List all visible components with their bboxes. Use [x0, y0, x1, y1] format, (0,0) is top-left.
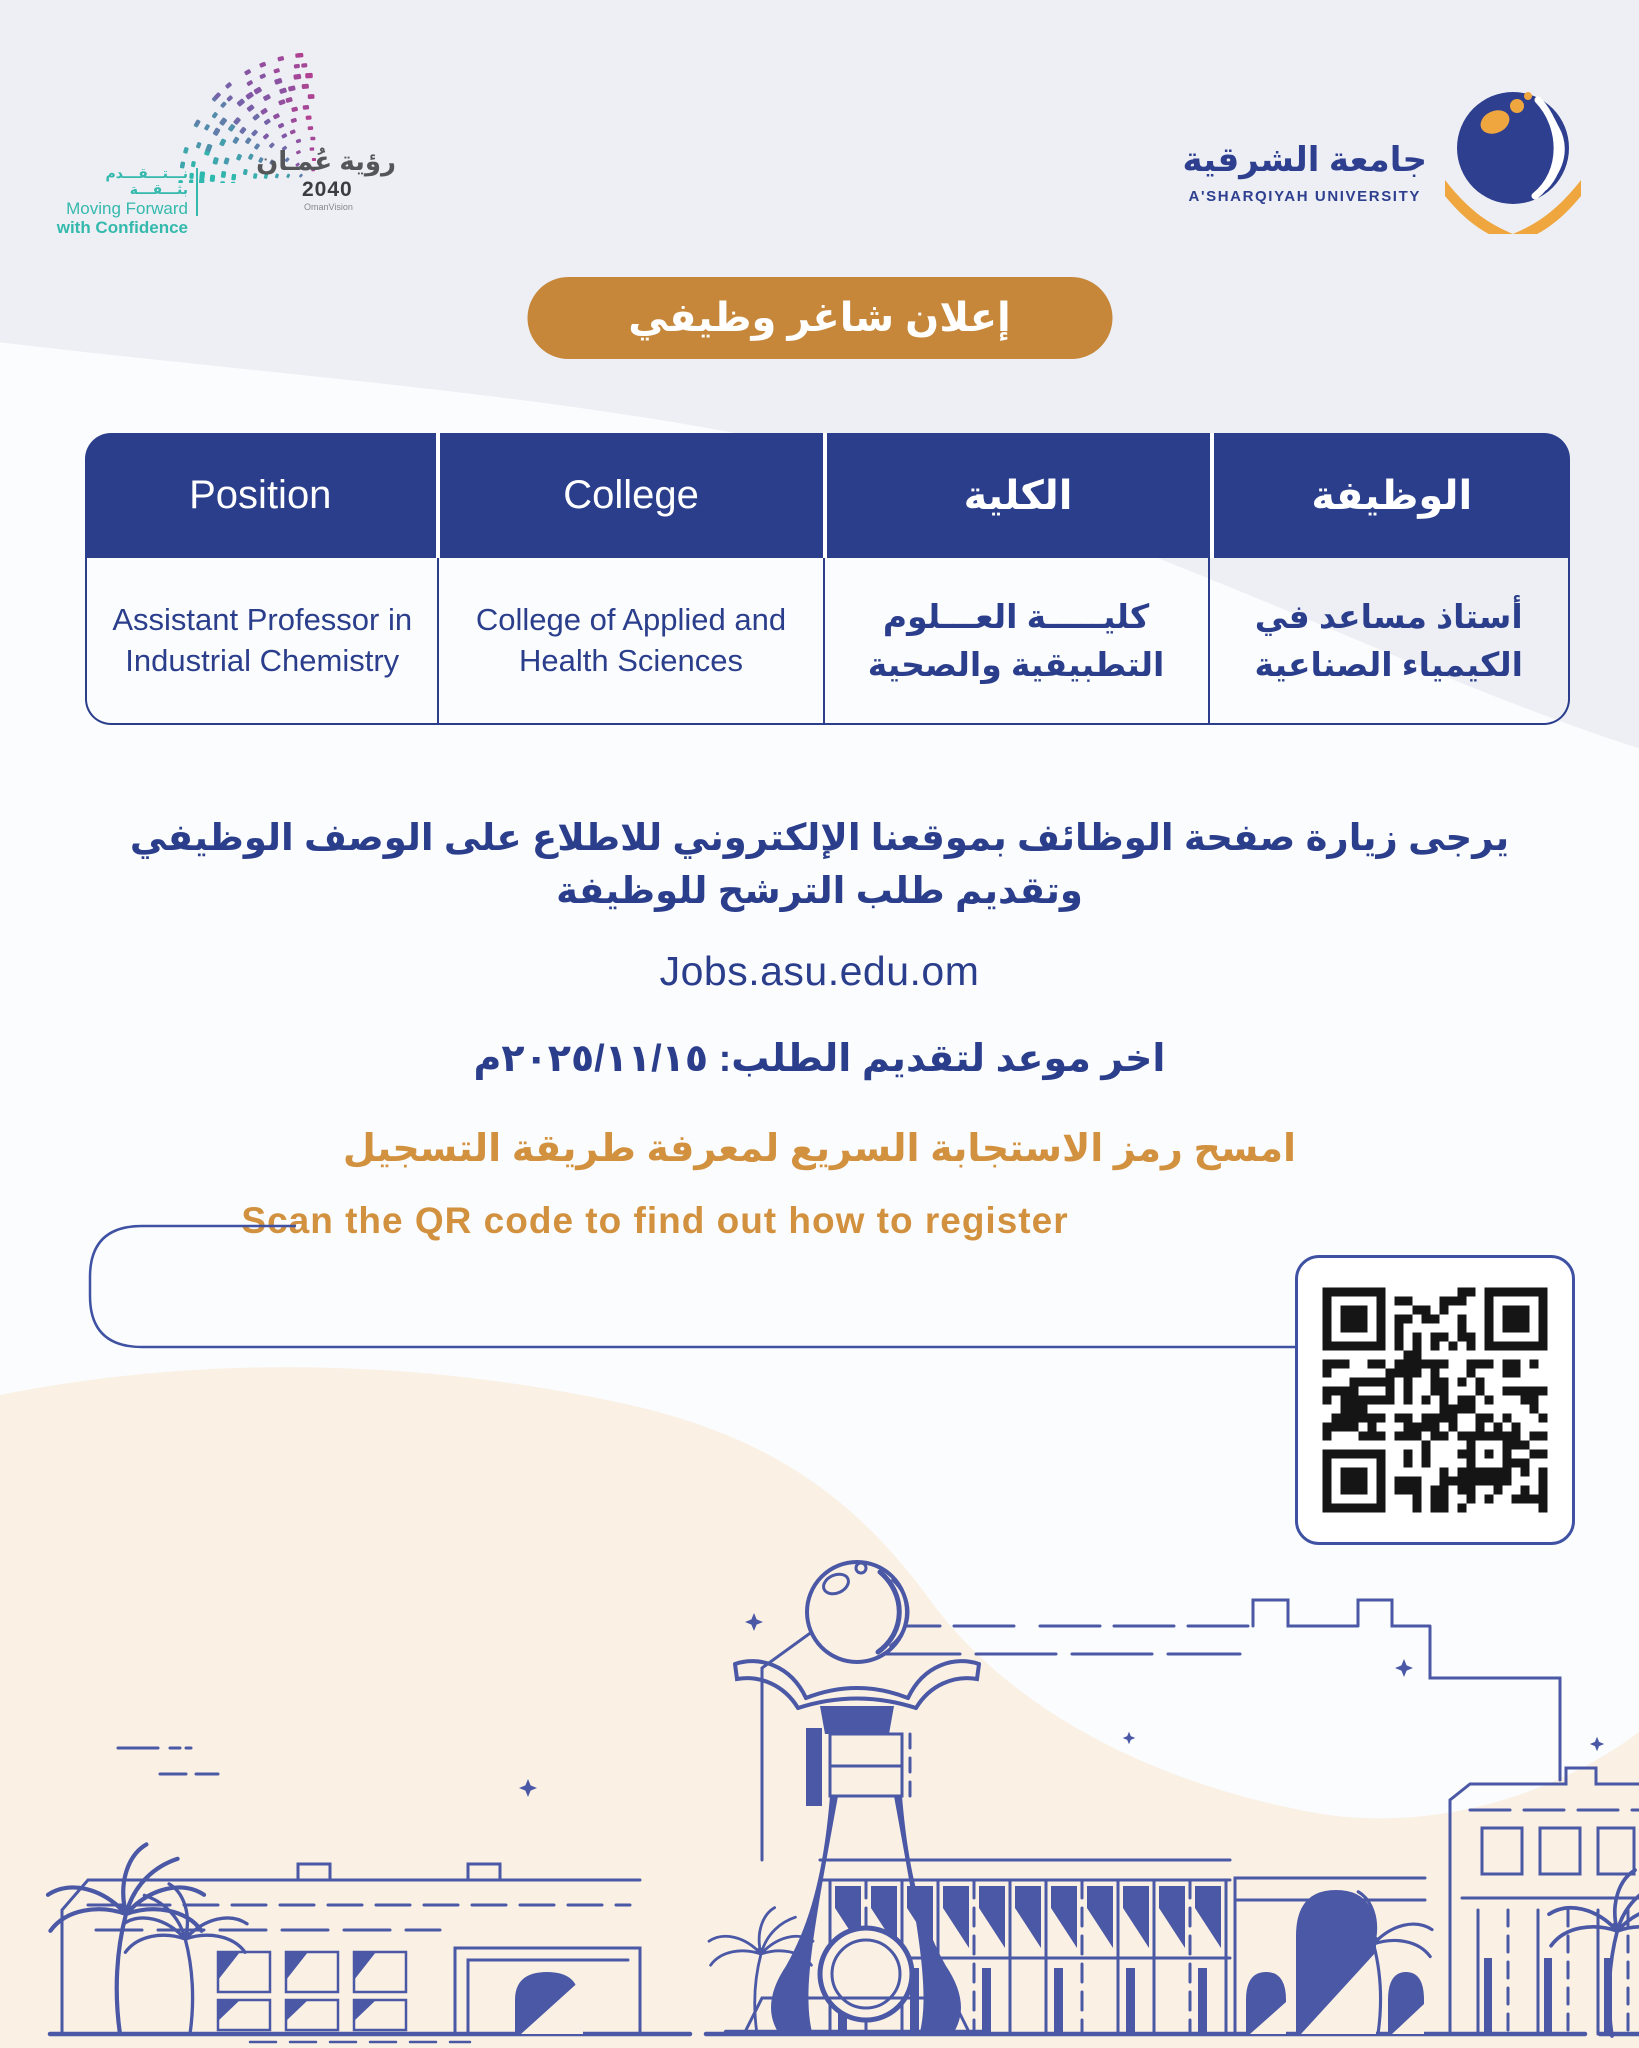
vision-divider-line — [196, 168, 198, 216]
vision-2040-wordmark — [244, 146, 396, 212]
table-header-row — [85, 433, 1570, 558]
vision-tagline-arabic: نـــتـــقـــدم بثـــقـــة — [105, 165, 188, 197]
vision-tagline-en-2: with Confidence — [56, 218, 188, 238]
university-emblem-icon — [1443, 84, 1583, 234]
cell-position-ar: أستاذ مساعد في الكيمياء الصناعية — [1254, 597, 1523, 683]
qr-code-icon — [1319, 1284, 1551, 1516]
university-logo — [1182, 84, 1583, 234]
qr-instruction-arabic: امسح رمز الاستجابة السريع لمعرفة طريقة التسجيل — [342, 1128, 1297, 1170]
university-name-arabic: جامعة الشرقية — [1182, 140, 1427, 179]
column-header-college-en: College — [440, 433, 827, 558]
application-deadline: اخر موعد لتقديم الطلب: ٢٠٢٥/١١/١٥م — [473, 1038, 1166, 1080]
vision-title-arabic: رؤية عُمـان — [256, 146, 396, 176]
qr-code — [1295, 1255, 1575, 1545]
column-header-college-ar: الكلية — [827, 433, 1214, 558]
announcement-banner: إعلان شاغر وظيفي — [527, 277, 1112, 359]
jobs-website-link[interactable]: Jobs.asu.edu.om — [659, 948, 980, 994]
vision-subtitle: OmanVision — [304, 202, 353, 212]
vision-tagline-en-1: Moving Forward — [66, 199, 188, 219]
qr-instruction-english: Scan the QR code to find out how to register — [241, 1200, 1069, 1241]
campus-illustration — [0, 1528, 1639, 2048]
vision-tagline — [56, 166, 188, 237]
cell-position-en: Assistant Professor in Industrial Chemistry — [87, 558, 439, 723]
vacancy-table — [85, 433, 1570, 725]
column-header-position-ar: الوظيفة — [1311, 473, 1473, 518]
cell-college-en: College of Applied and Health Sciences — [439, 558, 824, 723]
cell-college-ar: كليـــــة العـــلوم التطبيقية والصحية — [825, 558, 1210, 723]
column-header-position-en: Position — [85, 433, 440, 558]
vision-year: 2040 — [302, 178, 353, 201]
application-instruction: يرجى زيارة صفحة الوظائف بموقعنا الإلكتروني للاطلاع على الوصف الوظيفي وتقديم طلب الترشح للوظيفة — [129, 817, 1510, 911]
university-name — [1182, 140, 1427, 205]
university-name-english: A'SHARQIYAH UNIVERSITY — [1188, 187, 1421, 205]
table-row — [85, 558, 1570, 725]
